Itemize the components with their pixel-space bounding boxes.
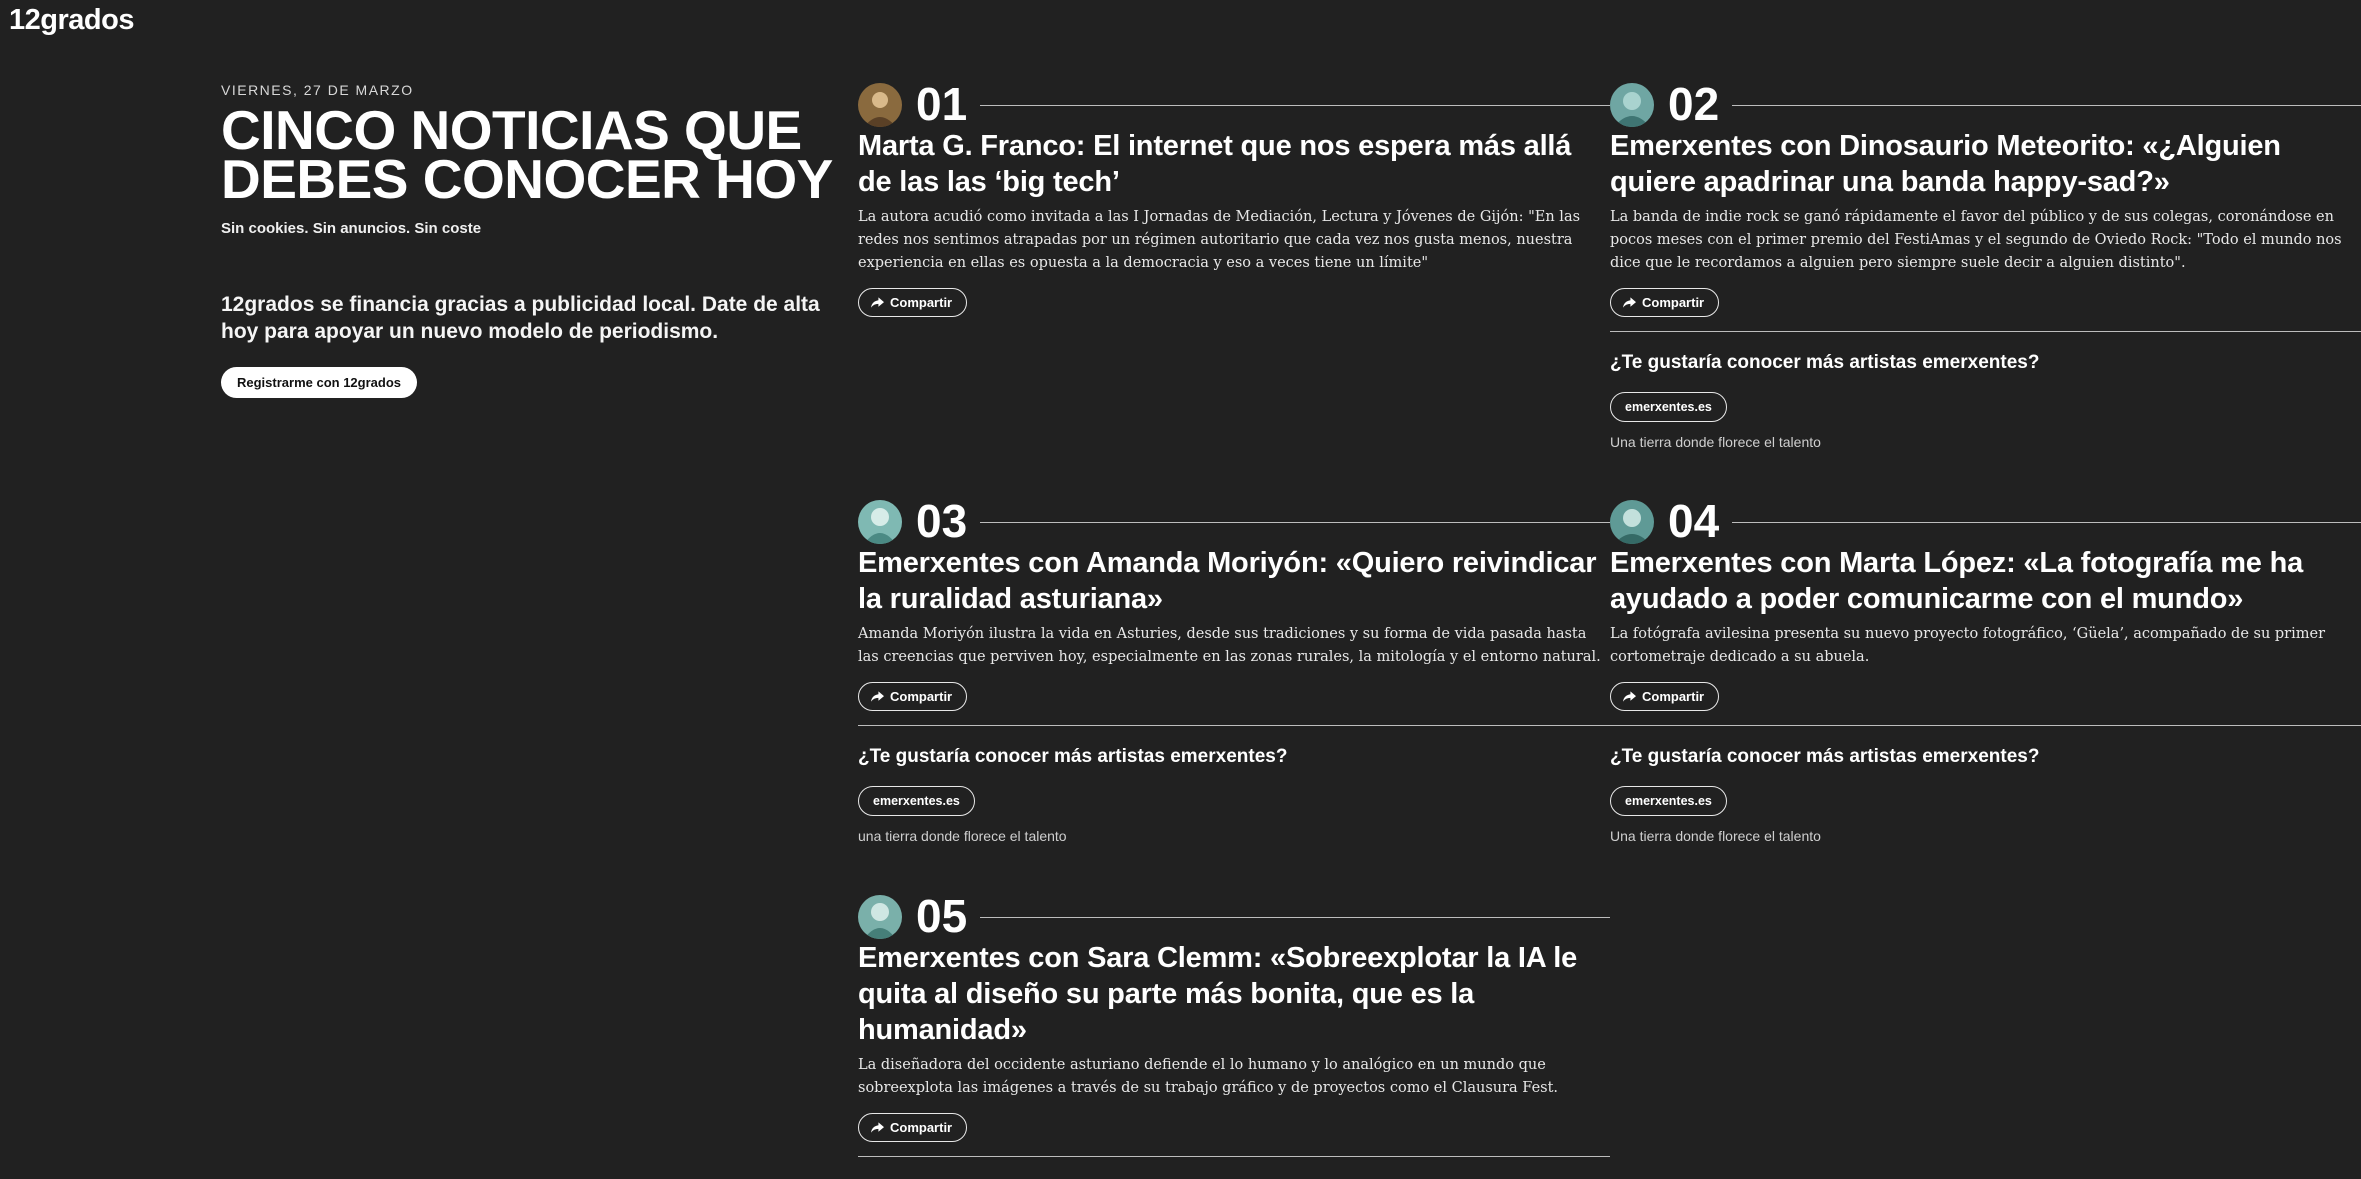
- share-icon: [871, 1122, 884, 1134]
- story-number: 01: [916, 78, 968, 130]
- story-number: 02: [1668, 78, 1720, 130]
- tagline: Sin cookies. Sin anuncios. Sin coste: [221, 220, 482, 237]
- share-button[interactable]: [858, 1113, 967, 1142]
- section-divider: [1610, 725, 2361, 726]
- promo-text: 12grados se financia gracias a publicidad local. Date de alta hoy para apoyar un nuevo modelo de periodismo.: [221, 293, 820, 343]
- share-icon: [871, 691, 884, 703]
- share-button[interactable]: [1610, 288, 1719, 317]
- edition-date: VIERNES, 27 DE MARZO: [221, 82, 414, 98]
- divider-line: [1732, 105, 2361, 106]
- share-label: Compartir: [1642, 689, 1705, 704]
- story-title[interactable]: Emerxentes con Marta López: «La fotografía me ha ayudado a poder comunicarme con el mundo»: [1610, 547, 2304, 615]
- divider-line: [980, 105, 1610, 106]
- story-card-03: [858, 495, 1610, 844]
- section-divider: [1610, 331, 2361, 332]
- share-button[interactable]: [858, 682, 967, 711]
- story-avatar: [858, 895, 902, 939]
- story-summary: La fotógrafa avilesina presenta su nuevo proyecto fotográfico, ‘Güela’, acompañado de su primer cortometraje dedicado a su abuela.: [1610, 626, 2326, 665]
- share-label: Compartir: [890, 1120, 953, 1135]
- share-button[interactable]: [1610, 682, 1719, 711]
- share-label: Compartir: [890, 295, 953, 310]
- share-icon: [871, 297, 884, 309]
- page-headline: CINCO NOTICIAS QUE DEBES CONOCER HOY: [221, 99, 833, 210]
- site-logo[interactable]: 12grados: [9, 4, 134, 36]
- register-button[interactable]: Registrarme con 12grados: [221, 367, 417, 398]
- story-avatar: [858, 500, 902, 544]
- more-artists-subtitle: una tierra donde florece el talento: [858, 828, 1067, 844]
- story-summary: Amanda Moriyón ilustra la vida en Asturies, desde sus tradiciones y su forma de vida pasada hasta las creencias que perviven hoy, especialmente en las zonas rurales, la mitología y el entorno natural.: [858, 626, 1601, 665]
- section-divider: [858, 1156, 1610, 1157]
- share-icon: [1623, 297, 1636, 309]
- story-title[interactable]: Marta G. Franco: El internet que nos espera más allá de las las ‘big tech’: [858, 130, 1572, 198]
- story-title[interactable]: Emerxentes con Dinosaurio Meteorito: «¿Alguien quiere apadrinar una banda happy-sad?»: [1610, 130, 2281, 198]
- story-card-02: [1610, 78, 2361, 450]
- story-summary: La banda de indie rock se ganó rápidamente el favor del público y de sus colegas, coronándose en pocos meses con el primer premio del FestiAmas y el segundo de Oviedo Rock: "Todo el mundo nos dice que le recordamos a alguien pero siempre suele decir a alguien distinto".: [1610, 209, 2342, 271]
- share-label: Compartir: [890, 689, 953, 704]
- more-artists-subtitle: Una tierra donde florece el talento: [1610, 434, 1821, 450]
- more-artists-question: ¿Te gustaría conocer más artistas emerxentes?: [1610, 746, 2040, 767]
- story-summary: La diseñadora del occidente asturiano defiende el lo humano y lo analógico en un mundo que sobreexplota las imágenes a través de su trabajo gráfico y de proyectos como el Clausura Fest.: [858, 1057, 1559, 1096]
- share-label: Compartir: [1642, 295, 1705, 310]
- divider-line: [1732, 522, 2361, 523]
- divider-line: [980, 917, 1610, 918]
- story-avatar: [1610, 83, 1654, 127]
- story-card-05: [858, 890, 1610, 1157]
- divider-line: [980, 522, 1610, 523]
- story-title[interactable]: Emerxentes con Sara Clemm: «Sobreexplotar la IA le quita al diseño su parte más bonita, que es la humanidad»: [858, 942, 1578, 1046]
- story-card-04: [1610, 495, 2361, 844]
- story-summary: La autora acudió como invitada a las I Jornadas de Mediación, Lectura y Jóvenes de Gijón: "En las redes nos sentimos atrapadas por un régimen autoritario que cada vez nos gusta menos, nuestra experiencia en ellas es opuesta a la democracia y eso a veces tiene un límite": [858, 209, 1581, 271]
- story-number: 05: [916, 890, 968, 942]
- story-avatar: [858, 83, 902, 127]
- story-title[interactable]: Emerxentes con Amanda Moriyón: «Quiero reivindicar la ruralidad asturiana»: [858, 547, 1597, 615]
- emerxentes-link[interactable]: emerxentes.es: [858, 786, 975, 816]
- share-button[interactable]: [858, 288, 967, 317]
- more-artists-question: ¿Te gustaría conocer más artistas emerxentes?: [1610, 352, 2040, 373]
- story-number: 03: [916, 495, 968, 547]
- share-icon: [1623, 691, 1636, 703]
- emerxentes-link[interactable]: emerxentes.es: [1610, 392, 1727, 422]
- story-avatar: [1610, 500, 1654, 544]
- story-number: 04: [1668, 495, 1720, 547]
- intro-panel: [221, 78, 841, 398]
- emerxentes-link[interactable]: emerxentes.es: [1610, 786, 1727, 816]
- section-divider: [858, 725, 1610, 726]
- story-card-01: [858, 78, 1610, 317]
- more-artists-question: ¿Te gustaría conocer más artistas emerxentes?: [858, 746, 1288, 767]
- more-artists-subtitle: Una tierra donde florece el talento: [1610, 828, 1821, 844]
